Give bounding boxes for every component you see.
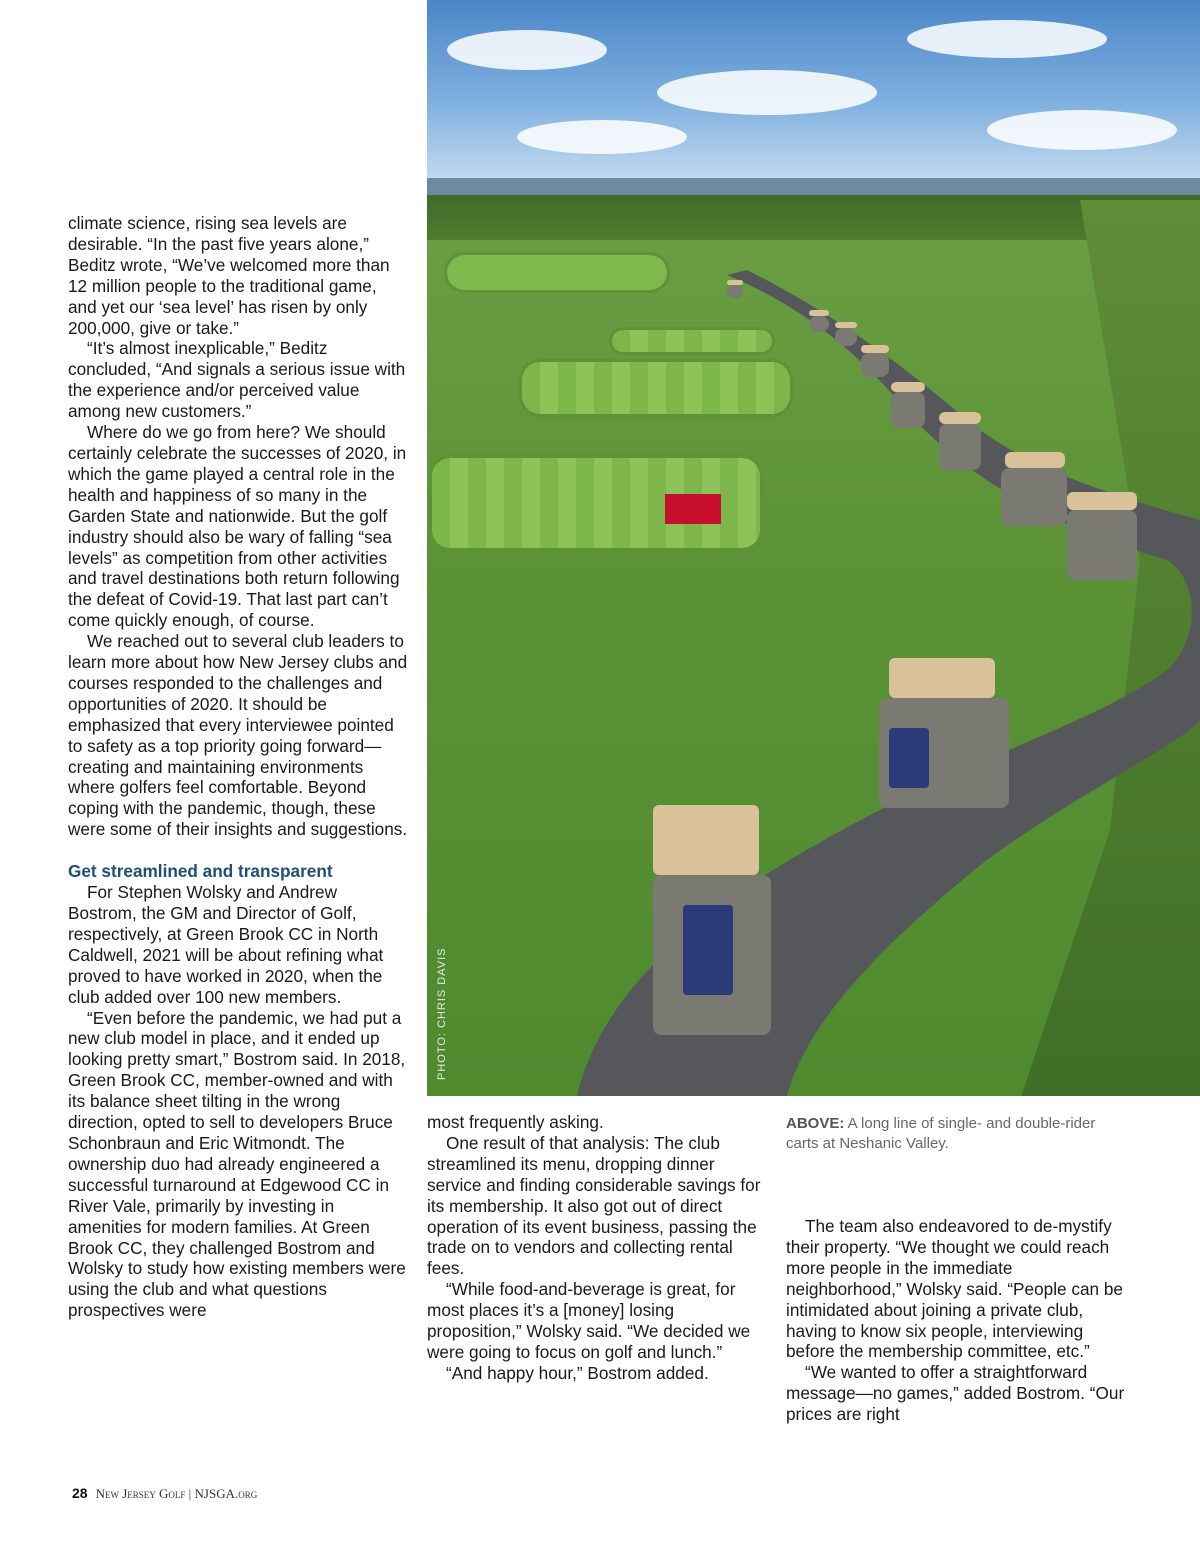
- left-column: [68, 213, 408, 1321]
- page-footer: [72, 1485, 257, 1502]
- caption-text: A long line of single- and double-rider carts at Neshanic Valley.: [786, 1115, 1096, 1152]
- body-paragraph: “Even before the pandemic, we had put a new club model in place, and it ended up looking pretty smart,” Bostrom said. In 2018, Green Brook CC, member-owned and with its balance sheet tilting in the wrong direction, opted to sell to developers Bruce Schonbraun and Eric Witmondt. The ownership duo had already engineered a successful turnaround at Edgewood CC in River Vale, primarily by investing in amenities for modern families. At Green Brook CC, they challenged Bostrom and Wolsky to study how existing members were using the club and what questions prospectives were: [68, 1007, 406, 1321]
- photo-golf-cart: [939, 412, 981, 470]
- body-paragraph: climate science, rising sea levels are desirable. “In the past five years alone,” Beditz wrote, “We’ve welcomed more than 12 million people to the traditional game, and yet our ‘sea level’ has risen by only 200,000, give or take.”: [68, 213, 390, 338]
- body-paragraph: Where do we go from here? We should certainly celebrate the successes of 2020, in which the game played a central role in the health and happiness of so many in the Garden State and nationwide. But the golf industry should also be wary of falling “sea levels” as competition from other activities and travel destinations both return following the defeat of Covid-19. That last part can’t come quickly enough, of course.: [68, 422, 407, 631]
- body-paragraph: “We wanted to offer a straightforward message—no games,” added Bostrom. “Our prices are right: [786, 1362, 1125, 1425]
- photo-golf-cart: [727, 280, 743, 298]
- caption-label: ABOVE:: [786, 1115, 845, 1132]
- body-paragraph: most frequently asking.: [427, 1112, 604, 1132]
- photo-golf-cart: [861, 345, 889, 377]
- middle-column: [427, 1112, 772, 1384]
- body-paragraph: “While food-and-beverage is great, for most places it’s a [money] losing proposition,” Wolsky said. “We decided we were going to focus on golf and lunch.”: [427, 1279, 751, 1362]
- body-paragraph: “And happy hour,” Bostrom added.: [446, 1362, 709, 1383]
- photo-credit: PHOTO: CHRIS DAVIS: [436, 947, 448, 1080]
- photo-golf-cart: [1001, 452, 1067, 527]
- photo-golf-cart: [809, 310, 829, 332]
- body-paragraph: We reached out to several club leaders to learn more about how New Jersey clubs and courses responded to the challenges and opportunities of 2020. It should be emphasized that every interviewee pointed to safety as a top priority going forward—creating and maintaining environments where golfers feel comfortable. Beyond coping with the pandemic, though, these were some of their insights and suggestions.: [68, 631, 408, 840]
- photo-golf-cart: [1067, 492, 1137, 582]
- body-paragraph: “It’s almost inexplicable,” Beditz concluded, “And signals a serious issue with the experience and/or perceived value among new customers.”: [68, 338, 406, 422]
- right-column: [786, 1216, 1131, 1425]
- photo-golf-cart: [653, 805, 773, 1035]
- photo-golf-cart: [891, 382, 925, 428]
- footer-separator: |: [185, 1486, 195, 1501]
- publication-name: New Jersey Golf: [95, 1486, 186, 1501]
- body-paragraph: The team also endeavored to de-mystify their property. “We thought we could reach more people in the immediate neighborhood,” Wolsky said. “People can be intimidated about joining a private club, having to know six people, interviewing before the membership committee, etc.”: [786, 1216, 1123, 1362]
- site-name: NJSGA.org: [194, 1486, 258, 1501]
- body-paragraph: For Stephen Wolsky and Andrew Bostrom, the GM and Director of Golf, respectively, at Green Brook CC in North Caldwell, 2021 will be about refining what proved to have worked in 2020, when the club added over 100 new members.: [68, 882, 384, 1007]
- photo-golf-cart: [879, 658, 1009, 818]
- section-subhead: Get streamlined and transparent: [68, 861, 333, 882]
- page-number: 28: [72, 1485, 88, 1501]
- golf-carts-photo: [427, 0, 1200, 1096]
- photo-caption: [786, 1114, 1131, 1154]
- body-paragraph: One result of that analysis: The club streamlined its menu, dropping dinner service and finding considerable savings for its membership. It also got out of direct operation of its event business, passing the trade on to vendors and collecting rental fees.: [427, 1132, 761, 1279]
- photo-golf-cart: [835, 322, 857, 346]
